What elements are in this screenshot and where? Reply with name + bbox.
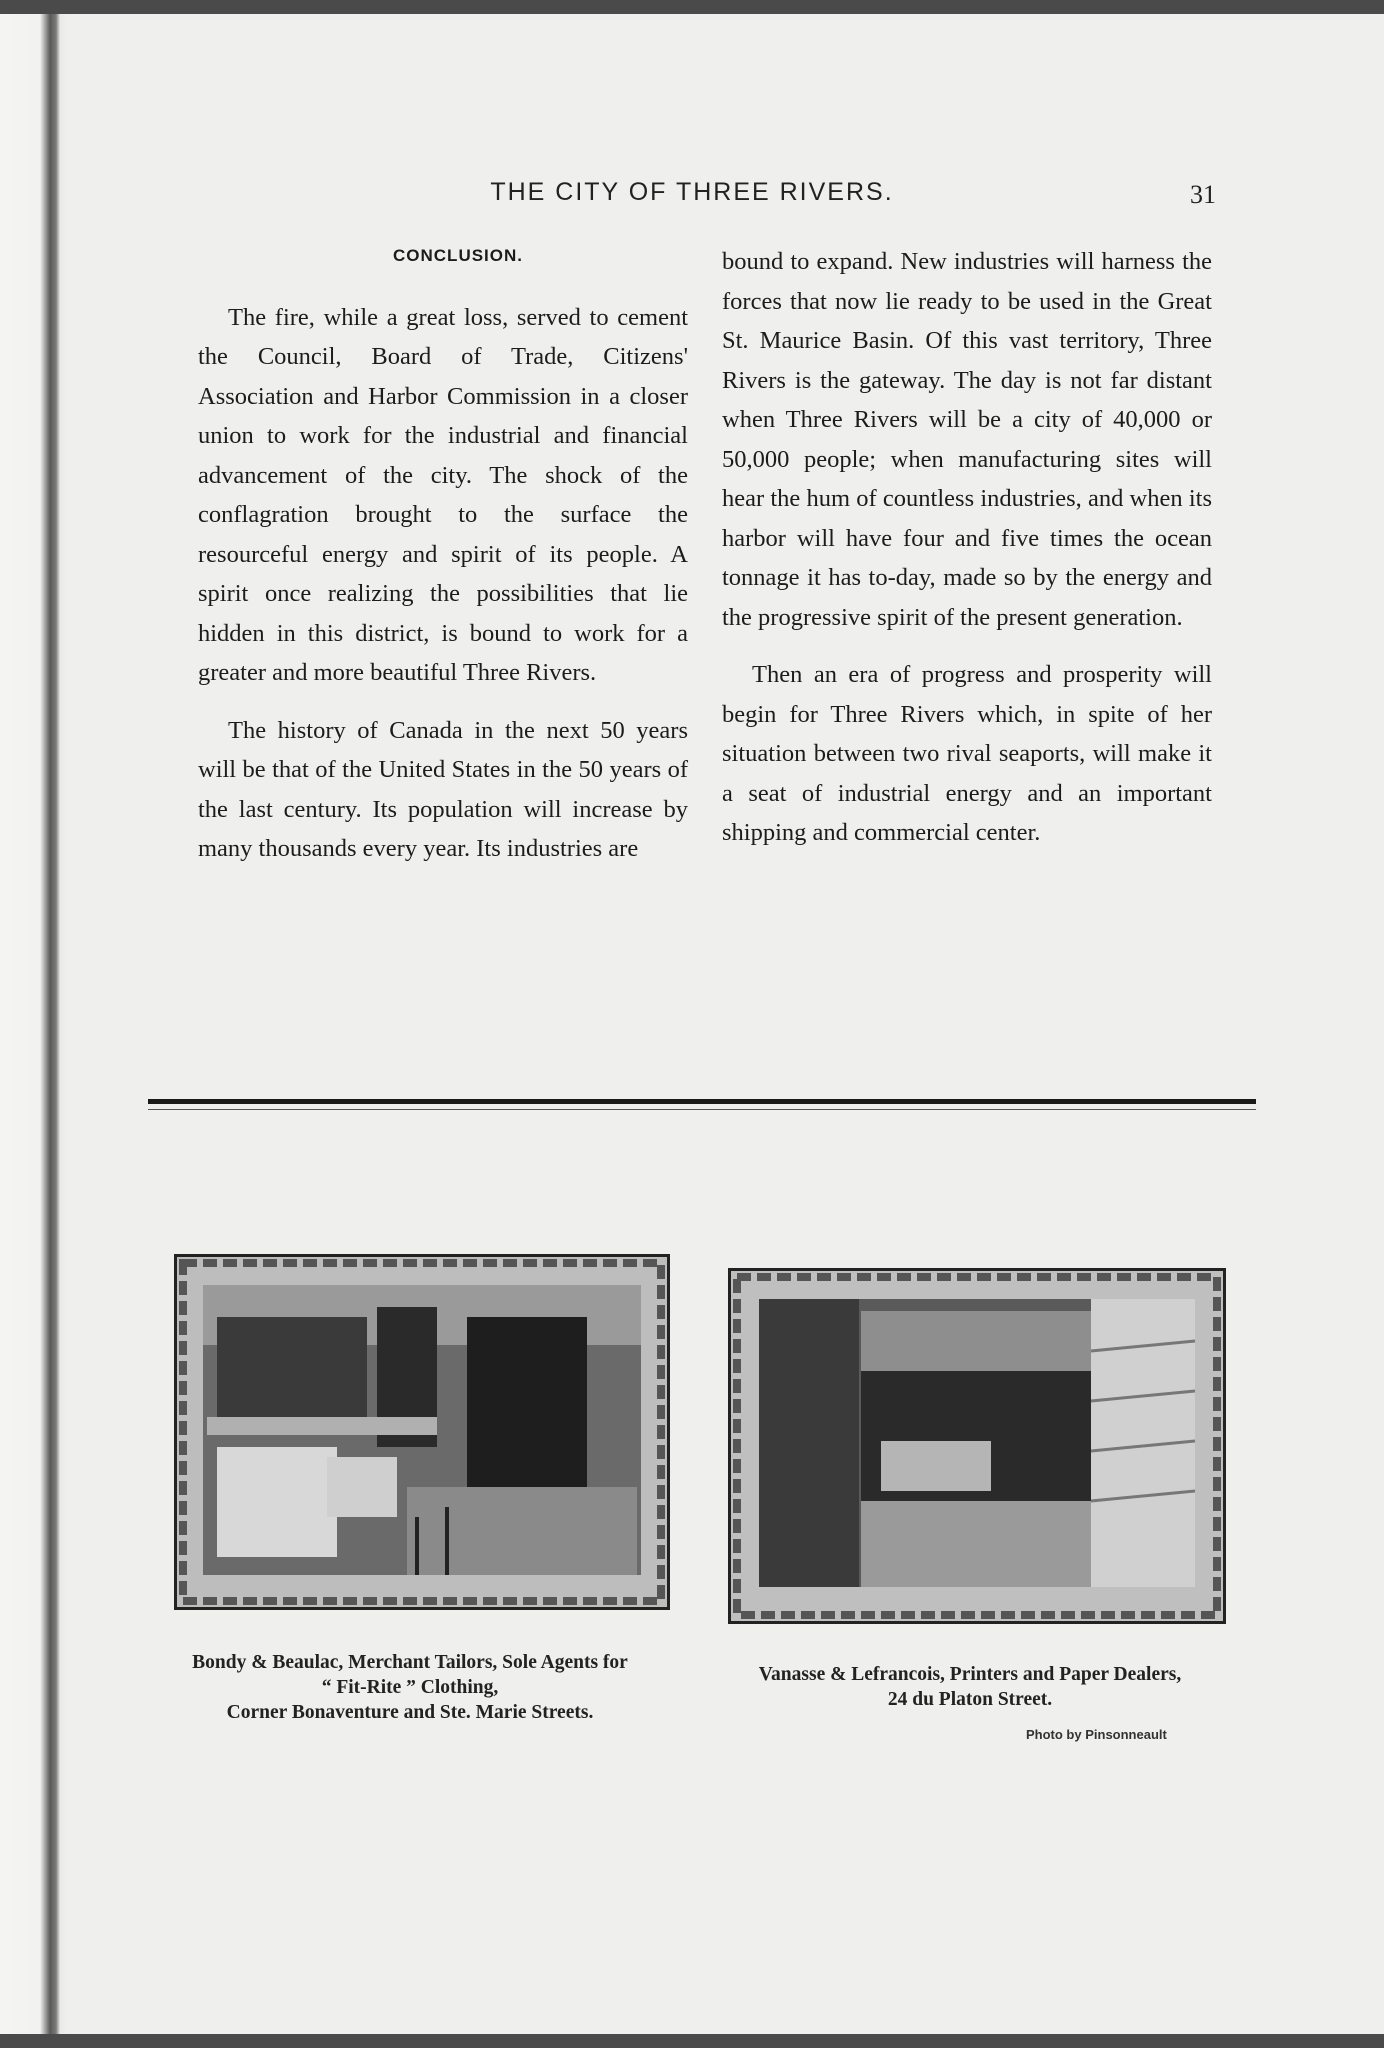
right-column [722, 242, 1212, 871]
photo-credit: Photo by Pinsonneault [1026, 1727, 1167, 1742]
caption-line: Corner Bonaventure and Ste. Marie Streets. [226, 1702, 594, 1723]
caption-line: Vanasse & Lefrancois, Printers and Paper Dealers, [758, 1664, 1182, 1685]
caption-line: 24 du Platon Street. [887, 1689, 1053, 1710]
caption-line: “ Fit-Rite ” Clothing, [321, 1677, 499, 1698]
caption-left [130, 1650, 690, 1725]
page-number: 31 [1190, 180, 1216, 209]
section-heading: CONCLUSION. [393, 246, 523, 265]
paragraph: The fire, while a great loss, served to cement the Council, Board of Trade, Citizens' Association and Harbor Commission in a closer union to work for the industrial and financial advancement of the city. The shock of the conflagration brought to the surface the resourceful energy and spirit of its people. A spirit once realizing the possibilities that lie hidden in this district, is bound to work for a greater and more beautiful Three Rivers. [198, 303, 688, 686]
book-spine [0, 14, 66, 2034]
divider-rule-thin [148, 1109, 1256, 1110]
paragraph: The history of Canada in the next 50 years will be that of the United States in the 50 years of the last century. Its population will increase by many thousands every year. Its industries are [198, 716, 688, 862]
photo-print-shop [728, 1268, 1226, 1624]
caption-right [700, 1662, 1240, 1712]
page [0, 14, 1384, 2034]
left-column [198, 236, 688, 887]
divider-rule [148, 1099, 1256, 1104]
paragraph: bound to expand. New industries will harness the forces that now lie ready to be used in the Great St. Maurice Basin. Of this vast territory, Three Rivers is the gateway. The day is not far distant when Three Rivers will be a city of 40,000 or 50,000 people; when manufacturing sites will hear the hum of countless industries, and when its harbor will have four and five times the ocean tonnage it has to-day, made so by the energy and the progressive spirit of the present generation. [722, 248, 1212, 631]
photo-tailor-shop [174, 1254, 670, 1610]
caption-line: Bondy & Beaulac, Merchant Tailors, Sole Agents for [192, 1652, 628, 1673]
running-title: THE CITY OF THREE RIVERS. [490, 178, 894, 206]
paragraph: Then an era of progress and prosperity will begin for Three Rivers which, in spite of her situation between two rival seaports, will make it a seat of industrial energy and an important shipping and commercial center. [722, 661, 1212, 846]
